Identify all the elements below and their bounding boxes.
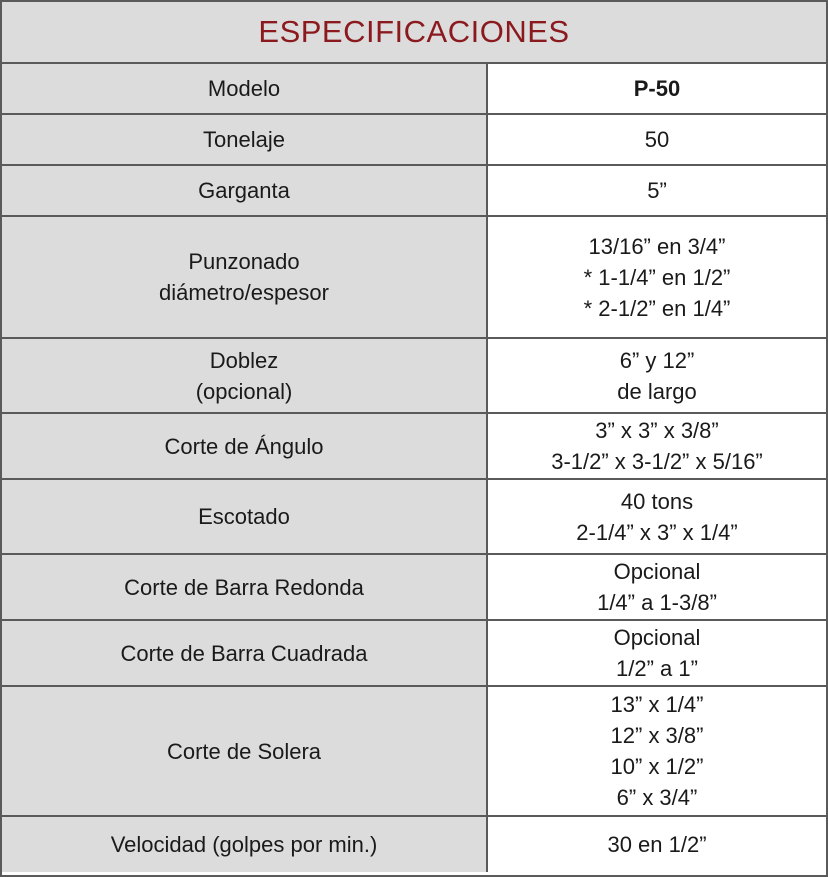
- spec-label-cell: [2, 414, 488, 478]
- spec-label-cell: [2, 217, 488, 337]
- spec-label: Garganta: [198, 178, 290, 203]
- spec-label: Velocidad (golpes por min.): [110, 832, 378, 857]
- table-title: ESPECIFICACIONES: [258, 14, 570, 49]
- table-row: [2, 555, 826, 621]
- spec-value: 50: [644, 127, 670, 152]
- table-row: [2, 687, 826, 817]
- spec-value: P-50: [633, 76, 681, 101]
- table-row: [2, 817, 826, 872]
- spec-value: 3-1/2” x 3-1/2” x 5/16”: [551, 449, 763, 474]
- spec-value: 30 en 1/2”: [607, 832, 707, 857]
- spec-value: 13/16” en 3/4”: [588, 233, 726, 259]
- table-row: [2, 621, 826, 687]
- spec-value: 1/4” a 1-3/8”: [597, 590, 717, 615]
- spec-label: Corte de Barra Cuadrada: [120, 640, 368, 666]
- spec-value: 6” x 3/4”: [616, 785, 698, 810]
- spec-value-cell: [488, 817, 826, 872]
- spec-value-cell: [488, 64, 826, 113]
- spec-label: Corte de Barra Redonda: [124, 574, 364, 600]
- spec-label: (opcional): [195, 378, 293, 404]
- spec-value-cell: [488, 414, 826, 478]
- table-row: [2, 339, 826, 414]
- spec-value-cell: [488, 621, 826, 685]
- table-row: [2, 480, 826, 555]
- table-row: [2, 166, 826, 217]
- table-body: [2, 64, 826, 875]
- spec-label-cell: [2, 555, 488, 619]
- spec-label-cell: [2, 339, 488, 412]
- spec-label-cell: [2, 64, 488, 113]
- spec-label: Tonelaje: [203, 127, 285, 152]
- spec-value: 2-1/4” x 3” x 1/4”: [576, 519, 738, 545]
- spec-label-cell: [2, 817, 488, 872]
- spec-label-cell: [2, 115, 488, 164]
- spec-value-cell: [488, 555, 826, 619]
- spec-label: Escotado: [198, 504, 290, 529]
- spec-label: Corte de Ángulo: [164, 433, 324, 459]
- spec-value: de largo: [617, 378, 697, 404]
- spec-label: diámetro/espesor: [159, 280, 329, 305]
- spec-label-cell: [2, 621, 488, 685]
- spec-value-cell: [488, 115, 826, 164]
- table-row: [2, 64, 826, 115]
- spec-value: 13” x 1/4”: [610, 692, 704, 717]
- spec-value-cell: [488, 480, 826, 553]
- spec-label: Doblez: [209, 347, 279, 373]
- table-header: [2, 2, 826, 64]
- spec-value: * 2-1/2” en 1/4”: [583, 295, 731, 321]
- spec-label: Modelo: [207, 76, 281, 101]
- spec-value: 12” x 3/8”: [610, 723, 704, 748]
- spec-label-cell: [2, 687, 488, 815]
- spec-value: 10” x 1/2”: [610, 754, 704, 779]
- spec-label: Punzonado: [188, 249, 300, 274]
- table-row: [2, 217, 826, 339]
- spec-value-cell: [488, 687, 826, 815]
- table-row: [2, 414, 826, 480]
- spec-value: 40 tons: [620, 488, 694, 514]
- spec-value-cell: [488, 217, 826, 337]
- spec-value-cell: [488, 339, 826, 412]
- spec-value: 1/2” a 1”: [616, 656, 698, 681]
- spec-value: 3” x 3” x 3/8”: [595, 418, 719, 443]
- spec-label: Corte de Solera: [166, 738, 322, 764]
- spec-value: Opcional: [613, 559, 701, 584]
- spec-label-cell: [2, 480, 488, 553]
- spec-value: Opcional: [613, 625, 701, 650]
- spec-label-cell: [2, 166, 488, 215]
- table-row: [2, 115, 826, 166]
- spec-value: * 1-1/4” en 1/2”: [583, 264, 731, 290]
- spec-value: 5”: [647, 178, 667, 203]
- spec-value-cell: [488, 166, 826, 215]
- spec-value: 6” y 12”: [619, 347, 695, 373]
